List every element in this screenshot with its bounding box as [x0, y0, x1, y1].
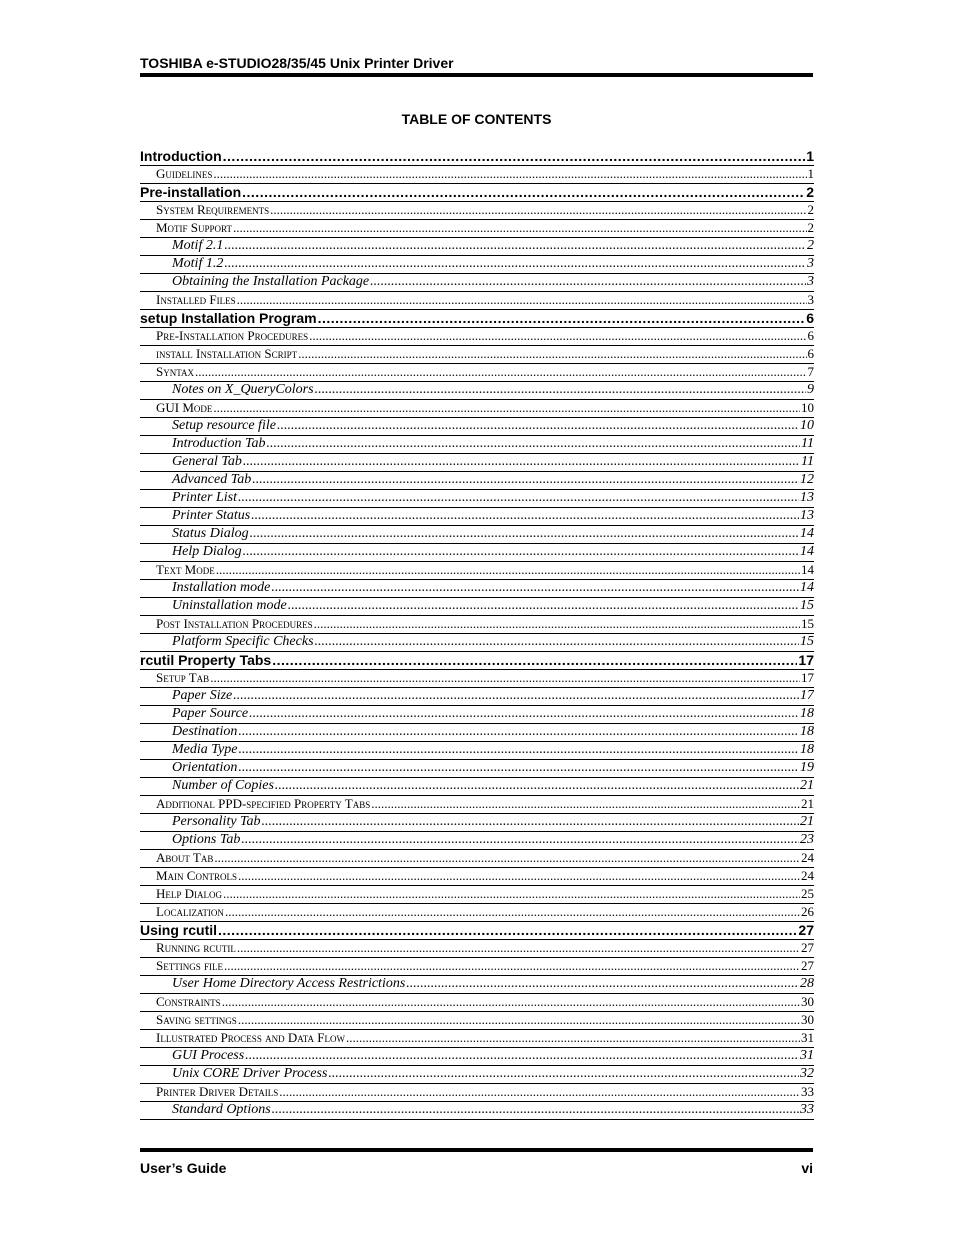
- toc-dot-leader: [315, 634, 799, 651]
- toc-entry-page: 14: [800, 544, 814, 559]
- toc-entry[interactable]: [140, 1102, 814, 1120]
- toc-dot-leader: [224, 256, 806, 273]
- toc-entry[interactable]: [140, 436, 814, 454]
- toc-entry[interactable]: [140, 580, 814, 598]
- toc-entry[interactable]: [140, 328, 814, 346]
- toc-entry[interactable]: [140, 850, 814, 868]
- header-rule: [140, 73, 813, 77]
- toc-entry-page: 2: [807, 202, 814, 217]
- toc-entry[interactable]: [140, 742, 814, 760]
- toc-entry-page: 10: [801, 400, 814, 415]
- toc-entry-label: Unix CORE Driver Process: [172, 1066, 328, 1081]
- toc-entry-label: Destination: [172, 724, 238, 739]
- toc-entry-label: Uninstallation mode: [172, 598, 287, 613]
- toc-entry[interactable]: [140, 778, 814, 796]
- toc-entry-page: 12: [800, 472, 814, 487]
- toc-entry-label: Number of Copies: [172, 778, 274, 793]
- toc-entry-page: 18: [800, 724, 814, 739]
- toc-dot-leader: [214, 850, 800, 867]
- toc-entry-page: 2: [806, 184, 814, 200]
- toc-dot-leader: [315, 382, 806, 399]
- footer-page-number: vi: [801, 1160, 813, 1176]
- toc-entry-page: 9: [807, 382, 814, 397]
- toc-entry-page: 24: [801, 868, 814, 883]
- toc-dot-leader: [262, 814, 799, 831]
- toc-entry-page: 21: [800, 778, 814, 793]
- toc-entry[interactable]: [140, 724, 814, 742]
- toc-entry-label: General Tab: [172, 454, 242, 469]
- toc-dot-leader: [272, 1102, 799, 1119]
- toc-dot-leader: [237, 292, 807, 309]
- toc-dot-leader: [252, 472, 799, 489]
- toc-entry[interactable]: [140, 994, 814, 1012]
- toc-entry-page: 14: [800, 580, 814, 595]
- toc-dot-leader: [245, 1048, 799, 1065]
- toc-entry-page: 27: [801, 958, 814, 973]
- toc-dot-leader: [406, 976, 799, 993]
- toc-entry-page: 10: [800, 418, 814, 433]
- toc-entry-label: Constraints: [156, 994, 221, 1009]
- toc-entry-label: Additional PPD-specified Property Tabs: [156, 796, 371, 811]
- toc-entry-page: 33: [801, 1084, 814, 1099]
- toc-entry-page: 18: [800, 706, 814, 721]
- toc-entry[interactable]: [140, 238, 814, 256]
- toc-dot-leader: [241, 832, 799, 849]
- toc-entry[interactable]: [140, 1066, 814, 1084]
- toc-entry-page: 1: [807, 166, 814, 181]
- toc-entry-label: Help Dialog: [156, 886, 223, 901]
- toc-entry-page: 27: [801, 940, 814, 955]
- toc-entry-label: install Installation Script: [156, 346, 298, 361]
- toc-entry-label: Printer List: [172, 490, 237, 505]
- toc-entry[interactable]: [140, 652, 814, 670]
- toc-entry-label: Printer Status: [172, 508, 251, 523]
- toc-entry[interactable]: [140, 508, 814, 526]
- toc-entry[interactable]: [140, 472, 814, 490]
- toc-entry-page: 19: [800, 760, 814, 775]
- toc-entry-page: 15: [801, 616, 814, 631]
- toc-entry[interactable]: [140, 706, 814, 724]
- toc-entry-page: 17: [801, 670, 814, 685]
- toc-entry[interactable]: [140, 634, 814, 652]
- toc-entry-label: Paper Source: [172, 706, 249, 721]
- toc-entry-page: 11: [801, 436, 814, 451]
- toc-entry-label: Running rcutil: [156, 940, 236, 955]
- toc-entry-label: About Tab: [156, 850, 214, 865]
- toc-entry-page: 6: [806, 310, 814, 326]
- toc-entry-label: GUI Process: [172, 1048, 245, 1063]
- toc-entry[interactable]: [140, 256, 814, 274]
- toc-entry[interactable]: [140, 832, 814, 850]
- toc-entry-label: Text Mode: [156, 562, 215, 577]
- toc-dot-leader: [371, 796, 800, 813]
- toc-entry-page: 21: [800, 814, 814, 829]
- toc-dot-leader: [370, 274, 806, 291]
- toc-entry[interactable]: [140, 292, 814, 310]
- toc-dot-leader: [233, 688, 799, 705]
- toc-entry[interactable]: [140, 454, 814, 472]
- toc-entry-label: Introduction Tab: [172, 436, 266, 451]
- toc-dot-leader: [210, 670, 800, 687]
- toc-dot-leader: [238, 1012, 800, 1029]
- footer-rule: [140, 1148, 813, 1152]
- toc-entry-page: 17: [800, 688, 814, 703]
- toc-entry-page: 30: [801, 994, 814, 1009]
- toc-dot-leader: [318, 310, 806, 327]
- toc-entry[interactable]: [140, 814, 814, 832]
- toc-entry-label: Printer Driver Details: [156, 1084, 279, 1099]
- toc-entry-page: 6: [807, 328, 814, 343]
- running-header: TOSHIBA e-STUDIO28/35/45 Unix Printer Driver: [140, 55, 454, 71]
- toc-entry[interactable]: [140, 760, 814, 778]
- running-footer: [140, 1160, 813, 1176]
- toc-entry[interactable]: [140, 616, 814, 634]
- toc-dot-leader: [223, 148, 806, 165]
- toc-entry-label: Syntax: [156, 364, 195, 379]
- toc-dot-leader: [272, 652, 797, 669]
- toc-entry-page: 13: [800, 490, 814, 505]
- toc-entry-label: Illustrated Process and Data Flow: [156, 1030, 345, 1045]
- toc-dot-leader: [224, 238, 806, 255]
- toc-entry-label: GUI Mode: [156, 400, 213, 415]
- toc-entry-label: Motif 2.1: [172, 238, 224, 253]
- toc-entry[interactable]: [140, 976, 814, 994]
- toc-entry-label: Paper Size: [172, 688, 233, 703]
- toc-entry[interactable]: [140, 562, 814, 580]
- toc-entry-page: 14: [800, 526, 814, 541]
- toc-entry[interactable]: [140, 940, 814, 958]
- toc-entry-label: Pre-installation: [140, 184, 242, 200]
- toc-entry-page: 17: [798, 652, 814, 668]
- toc-dot-leader: [288, 598, 799, 615]
- toc-entry-page: 1: [806, 148, 814, 164]
- toc-dot-leader: [279, 1084, 800, 1101]
- toc-entry-label: Setup resource file: [172, 418, 276, 433]
- toc-entry[interactable]: [140, 490, 814, 508]
- toc-entry[interactable]: [140, 220, 814, 238]
- toc-entry-page: 11: [801, 454, 814, 469]
- toc-entry[interactable]: [140, 202, 814, 220]
- toc-entry[interactable]: [140, 1048, 814, 1066]
- toc-entry-page: 14: [801, 562, 814, 577]
- toc-entry-label: Setup Tab: [156, 670, 210, 685]
- toc-entry[interactable]: [140, 868, 814, 886]
- toc-entry-page: 15: [800, 598, 814, 613]
- toc-entry-label: Media Type: [172, 742, 238, 757]
- toc-entry-page: 24: [801, 850, 814, 865]
- toc-dot-leader: [225, 904, 800, 921]
- toc-dot-leader: [346, 1030, 800, 1047]
- toc-dot-leader: [218, 922, 797, 939]
- toc-dot-leader: [195, 364, 806, 381]
- toc-dot-leader: [224, 958, 800, 975]
- toc-entry-page: 27: [798, 922, 814, 938]
- toc-entry-page: 31: [800, 1048, 814, 1063]
- toc-entry[interactable]: [140, 670, 814, 688]
- toc-dot-leader: [277, 418, 799, 435]
- toc-entry-page: 33: [800, 1102, 814, 1117]
- toc-entry-label: setup Installation Program: [140, 310, 317, 326]
- toc-dot-leader: [233, 220, 806, 237]
- toc-entry[interactable]: [140, 166, 814, 184]
- toc-dot-leader: [238, 868, 800, 885]
- toc-dot-leader: [309, 328, 806, 345]
- toc-entry-label: Introduction: [140, 148, 222, 164]
- toc-entry[interactable]: [140, 688, 814, 706]
- toc-dot-leader: [271, 580, 799, 597]
- toc-entry-label: System Requirements: [156, 202, 270, 217]
- toc-entry-page: 13: [800, 508, 814, 523]
- toc-dot-leader: [249, 706, 799, 723]
- toc-dot-leader: [275, 778, 799, 795]
- table-of-contents: [140, 148, 814, 1120]
- toc-entry-page: 30: [801, 1012, 814, 1027]
- toc-entry-label: Motif Support: [156, 220, 233, 235]
- toc-dot-leader: [238, 760, 799, 777]
- toc-dot-leader: [243, 544, 799, 561]
- toc-entry[interactable]: [140, 598, 814, 616]
- toc-dot-leader: [250, 526, 799, 543]
- toc-entry-label: Options Tab: [172, 832, 241, 847]
- toc-dot-leader: [213, 166, 806, 183]
- toc-entry-page: 2: [807, 238, 814, 253]
- toc-entry[interactable]: [140, 364, 814, 382]
- toc-entry-label: Post Installation Procedures: [156, 616, 313, 631]
- toc-entry-label: Saving settings: [156, 1012, 237, 1027]
- toc-entry[interactable]: [140, 886, 814, 904]
- toc-entry[interactable]: [140, 184, 814, 202]
- toc-entry-page: 3: [807, 292, 814, 307]
- toc-dot-leader: [238, 724, 799, 741]
- toc-entry-page: 28: [800, 976, 814, 991]
- toc-entry-page: 26: [801, 904, 814, 919]
- toc-entry[interactable]: [140, 346, 814, 364]
- toc-entry[interactable]: [140, 1012, 814, 1030]
- toc-entry-label: Advanced Tab: [172, 472, 252, 487]
- toc-entry-label: Pre-Installation Procedures: [156, 328, 309, 343]
- toc-entry[interactable]: [140, 274, 814, 292]
- toc-entry[interactable]: [140, 922, 814, 940]
- toc-entry-label: Main Controls: [156, 868, 237, 883]
- toc-dot-leader: [223, 886, 800, 903]
- toc-entry-label: Platform Specific Checks: [172, 634, 314, 649]
- toc-entry[interactable]: [140, 544, 814, 562]
- toc-entry-page: 18: [800, 742, 814, 757]
- toc-entry-label: Status Dialog: [172, 526, 249, 541]
- toc-entry[interactable]: [140, 310, 814, 328]
- toc-entry-page: 6: [807, 346, 814, 361]
- toc-dot-leader: [243, 454, 800, 471]
- toc-entry[interactable]: [140, 526, 814, 544]
- toc-entry-label: Using rcutil: [140, 922, 218, 938]
- toc-entry-label: rcutil Property Tabs: [140, 652, 272, 668]
- toc-entry-page: 3: [807, 256, 814, 271]
- toc-entry-page: 25: [801, 886, 814, 901]
- toc-entry[interactable]: [140, 796, 814, 814]
- toc-entry[interactable]: [140, 148, 814, 166]
- toc-entry-label: Notes on X_QueryColors: [172, 382, 314, 397]
- toc-dot-leader: [266, 436, 800, 453]
- toc-entry[interactable]: [140, 1030, 814, 1048]
- toc-dot-leader: [237, 940, 800, 957]
- toc-entry-page: 3: [807, 274, 814, 289]
- toc-entry[interactable]: [140, 904, 814, 922]
- toc-dot-leader: [251, 508, 799, 525]
- toc-dot-leader: [242, 184, 805, 201]
- toc-entry-label: Motif 1.2: [172, 256, 224, 271]
- toc-entry-label: Orientation: [172, 760, 238, 775]
- toc-entry-label: Installed Files: [156, 292, 236, 307]
- toc-entry-page: 15: [800, 634, 814, 649]
- toc-entry[interactable]: [140, 382, 814, 400]
- toc-dot-leader: [238, 742, 799, 759]
- toc-entry-page: 23: [800, 832, 814, 847]
- toc-entry-page: 31: [801, 1030, 814, 1045]
- toc-entry-page: 2: [807, 220, 814, 235]
- toc-entry-label: Installation mode: [172, 580, 271, 595]
- toc-entry-label: Guidelines: [156, 166, 213, 181]
- toc-dot-leader: [328, 1066, 799, 1083]
- toc-dot-leader: [270, 202, 806, 219]
- footer-left: User’s Guide: [140, 1160, 227, 1176]
- toc-entry-label: Settings file: [156, 958, 223, 973]
- toc-entry-label: Help Dialog: [172, 544, 242, 559]
- toc-entry-page: 32: [800, 1066, 814, 1081]
- toc-dot-leader: [314, 616, 800, 633]
- toc-dot-leader: [298, 346, 806, 363]
- toc-entry-label: User Home Directory Access Restrictions: [172, 976, 406, 991]
- toc-entry[interactable]: [140, 418, 814, 436]
- toc-entry[interactable]: [140, 1084, 814, 1102]
- toc-entry-label: Obtaining the Installation Package: [172, 274, 370, 289]
- toc-entry-page: 21: [801, 796, 814, 811]
- toc-dot-leader: [216, 562, 800, 579]
- toc-dot-leader: [213, 400, 800, 417]
- toc-entry-page: 7: [807, 364, 814, 379]
- toc-entry[interactable]: [140, 400, 814, 418]
- toc-dot-leader: [238, 490, 799, 507]
- toc-entry-label: Standard Options: [172, 1102, 271, 1117]
- toc-entry[interactable]: [140, 958, 814, 976]
- toc-title: TABLE OF CONTENTS: [401, 111, 552, 127]
- toc-entry-label: Localization: [156, 904, 224, 919]
- toc-entry-label: Personality Tab: [172, 814, 261, 829]
- toc-dot-leader: [222, 994, 800, 1011]
